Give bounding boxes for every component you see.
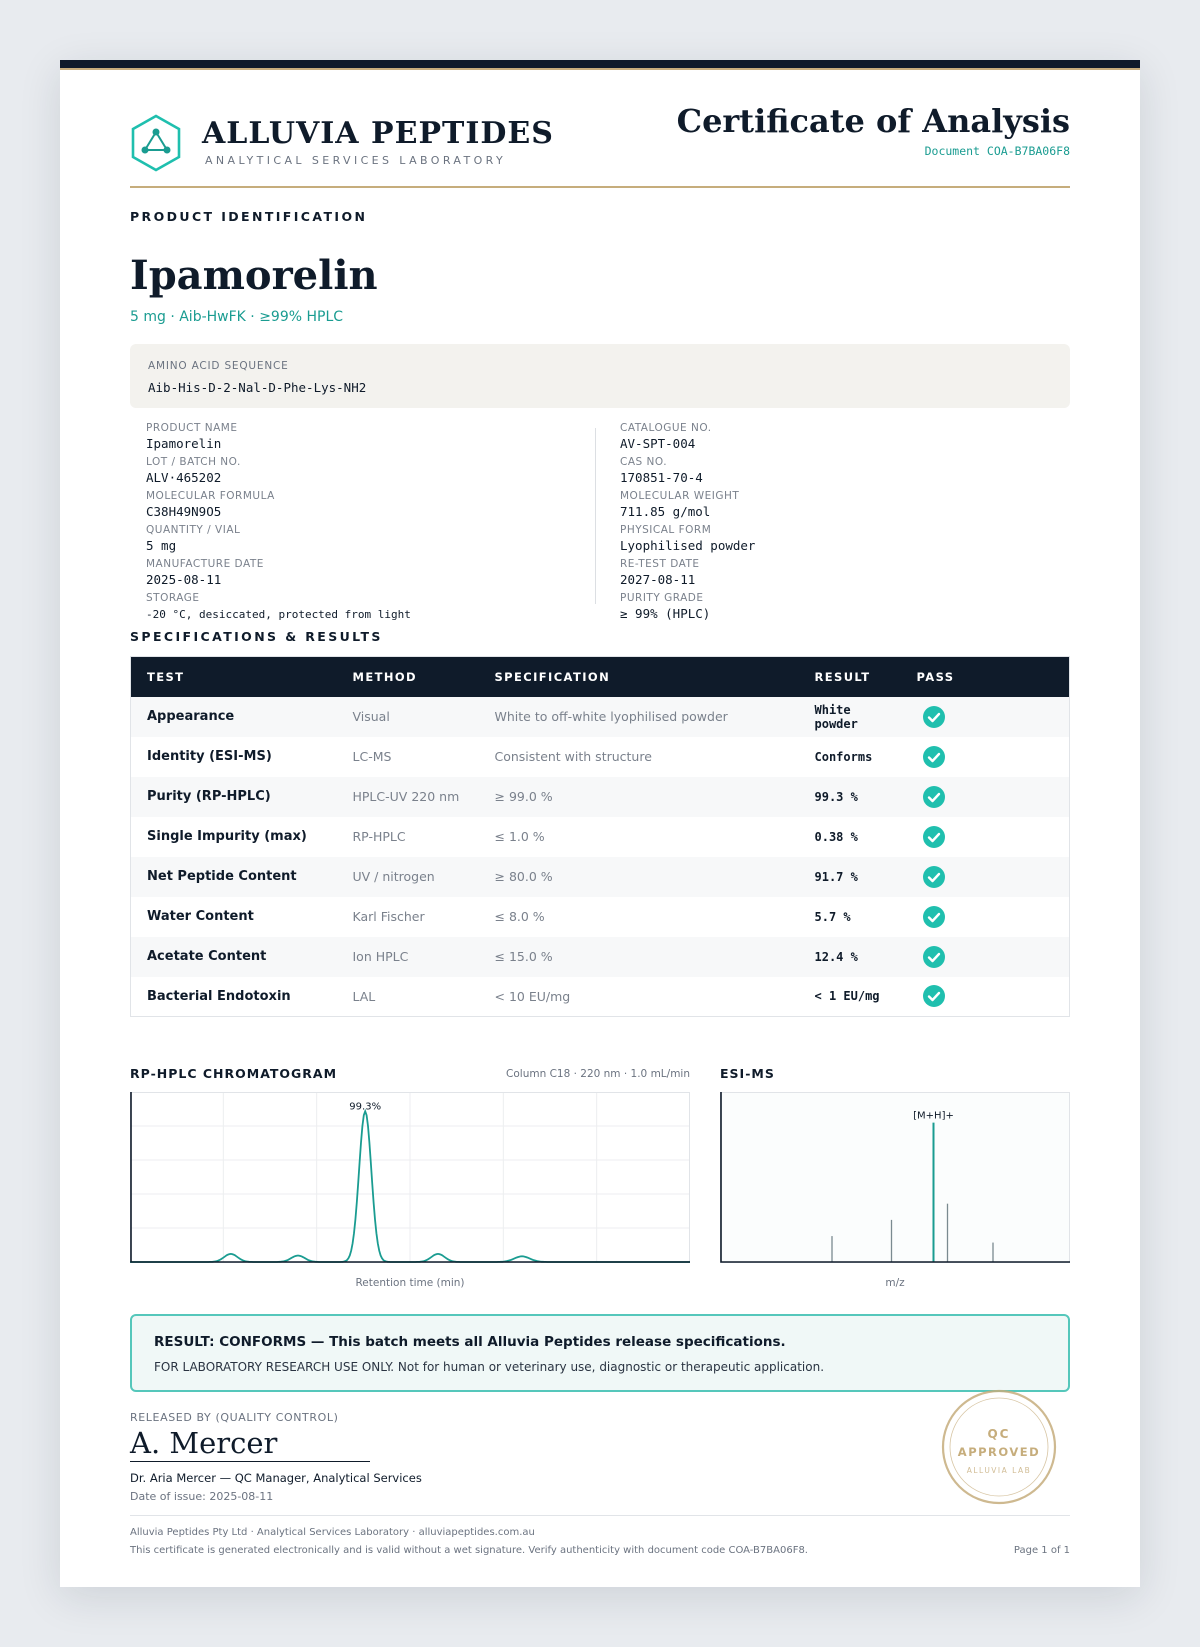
- footer-divider: [130, 1515, 1070, 1516]
- field-label: RE-TEST DATE: [620, 558, 700, 570]
- signer-name: Dr. Aria Mercer — QC Manager, Analytical Services: [130, 1471, 422, 1485]
- specification-cell: White to off-white lyophilised powder: [479, 697, 799, 737]
- check-circle-icon: [923, 866, 945, 888]
- stamp-line-3: ALLUVIA LAB: [966, 1466, 1032, 1475]
- field-label: QUANTITY / VIAL: [146, 524, 241, 536]
- test-cell: Appearance: [131, 697, 337, 737]
- stamp-line-1: QC: [987, 1427, 1011, 1441]
- field-label: PURITY GRADE: [620, 592, 704, 604]
- column-divider: [595, 428, 596, 604]
- test-cell: Single Impurity (max): [147, 829, 307, 844]
- field-value: ≥ 99% (HPLC): [620, 606, 711, 621]
- test-cell: Acetate Content: [131, 937, 337, 977]
- page-number: Page 1 of 1: [1013, 1545, 1070, 1556]
- result-cell: 5.7 %: [814, 909, 851, 924]
- hplc-chart-subtitle: Column C18 · 220 nm · 1.0 mL/min: [506, 1068, 690, 1080]
- field: [146, 590, 596, 624]
- footer-validity-note: This certificate is generated electronically and is valid without a wet signature. Verify authenticity with document code COA-B7BA06F8.: [130, 1545, 808, 1556]
- ms-x-axis-label: m/z: [885, 1277, 905, 1289]
- field-label: STORAGE: [146, 592, 200, 604]
- field-label: PHYSICAL FORM: [620, 524, 712, 536]
- field: [146, 488, 596, 522]
- field-value: 5 mg: [146, 538, 177, 553]
- product-fields: [130, 420, 1070, 621]
- table-row: [131, 817, 1070, 857]
- test-cell: Water Content: [147, 909, 254, 924]
- hplc-chart-title: RP-HPLC CHROMATOGRAM: [130, 1066, 338, 1081]
- esi-ms-spectrum: [720, 1092, 1070, 1264]
- released-by-label: RELEASED BY (QUALITY CONTROL): [130, 1411, 339, 1424]
- peak-label: [M+H]+: [913, 1110, 954, 1122]
- field-label: CAS NO.: [620, 456, 668, 468]
- field-label: CATALOGUE NO.: [620, 422, 712, 434]
- table-row: [131, 857, 1070, 897]
- field-label: MOLECULAR FORMULA: [146, 490, 275, 502]
- result-cell: 91.7 %: [799, 857, 901, 897]
- stamp-line-2: APPROVED: [957, 1445, 1041, 1459]
- specification-cell: ≤ 1.0 %: [494, 829, 545, 844]
- test-cell: Purity (RP-HPLC): [131, 777, 337, 817]
- check-circle-icon: [923, 786, 945, 808]
- signature: A. Mercer: [130, 1426, 278, 1460]
- plot-frame: [721, 1093, 1070, 1263]
- field-label: MOLECULAR WEIGHT: [620, 490, 740, 502]
- specification-cell: < 10 EU/mg: [494, 988, 571, 1004]
- hplc-x-axis-label: Retention time (min): [355, 1277, 465, 1289]
- fields-right-column: [620, 420, 1070, 624]
- field-value: C38H49N9O5: [146, 504, 222, 519]
- column-header: METHOD: [337, 657, 479, 697]
- column-header: SPECIFICATION: [479, 657, 799, 697]
- field-label: MANUFACTURE DATE: [146, 558, 264, 570]
- check-circle-icon: [923, 946, 945, 968]
- field-value: 711.85 g/mol: [620, 504, 711, 519]
- issue-date: Date of issue: 2025-08-11: [130, 1490, 274, 1503]
- research-use-note: FOR LABORATORY RESEARCH USE ONLY. Not for human or veterinary use, diagnostic or therapeutic application.: [154, 1360, 825, 1374]
- pass-cell: [901, 897, 1070, 937]
- method-cell: Ion HPLC: [337, 937, 479, 977]
- field: [146, 522, 596, 556]
- field: [146, 420, 596, 454]
- pass-cell: [901, 737, 1070, 777]
- top-gold-line: [60, 68, 1140, 70]
- test-cell: Identity (ESI-MS): [147, 749, 272, 764]
- field: [146, 556, 596, 590]
- specification-cell: Consistent with structure: [494, 749, 652, 764]
- specification-cell: ≥ 99.0 %: [479, 777, 799, 817]
- test-cell: Bacterial Endotoxin: [147, 988, 291, 1004]
- method-cell: HPLC-UV 220 nm: [337, 777, 479, 817]
- product-name: Ipamorelin: [130, 252, 378, 299]
- field-label: LOT / BATCH NO.: [146, 456, 241, 468]
- header: [130, 102, 1070, 182]
- table-row: [131, 777, 1070, 817]
- method-cell: Visual: [337, 697, 479, 737]
- test-cell: Net Peptide Content: [131, 857, 337, 897]
- specifications-table: [130, 656, 1070, 1017]
- pass-cell: [901, 817, 1070, 857]
- ms-chart-title: ESI-MS: [720, 1066, 775, 1081]
- qc-approved-stamp: [940, 1388, 1058, 1506]
- result-cell: < 1 EU/mg: [814, 989, 880, 1004]
- table-row: [131, 977, 1070, 1017]
- field-value: Lyophilised powder: [620, 538, 756, 553]
- field: [620, 420, 1070, 454]
- check-circle-icon: [923, 746, 945, 768]
- check-circle-icon: [923, 706, 945, 728]
- field-value: ALV·465202: [146, 470, 222, 485]
- brand-subtitle: ANALYTICAL SERVICES LABORATORY: [205, 154, 507, 167]
- peak-label: 99.3%: [349, 1101, 382, 1113]
- product-section-label: PRODUCT IDENTIFICATION: [130, 209, 368, 224]
- field-label: PRODUCT NAME: [146, 422, 238, 434]
- field: [146, 454, 596, 488]
- table-row: [131, 737, 1070, 777]
- method-cell: Karl Fischer: [352, 909, 425, 924]
- brand-name: ALLUVIA PEPTIDES: [202, 116, 554, 151]
- specs-section-label: SPECIFICATIONS & RESULTS: [130, 629, 383, 644]
- result-cell: Conforms: [814, 749, 873, 764]
- molecule-hexagon-icon: [130, 114, 182, 172]
- sequence-label: AMINO ACID SEQUENCE: [148, 360, 289, 372]
- sequence-box: [130, 344, 1070, 408]
- result-cell: White powder: [799, 697, 901, 737]
- field: [620, 556, 1070, 590]
- check-circle-icon: [923, 826, 945, 848]
- result-headline: RESULT: CONFORMS — This batch meets all Alluvia Peptides release specifications.: [154, 1334, 786, 1350]
- field-value: -20 °C, desiccated, protected from light: [146, 608, 411, 621]
- document-code: Document COA-B7BA06F8: [924, 144, 1070, 158]
- result-cell: 99.3 %: [799, 777, 901, 817]
- method-cell: UV / nitrogen: [337, 857, 479, 897]
- signature-line: [130, 1461, 370, 1462]
- result-banner: [130, 1314, 1070, 1392]
- pass-cell: [901, 697, 1070, 737]
- table-row: [131, 697, 1070, 737]
- field-value: 170851-70-4: [620, 470, 703, 485]
- result-cell: 12.4 %: [799, 937, 901, 977]
- table-header-row: [131, 657, 1070, 697]
- pass-cell: [901, 857, 1070, 897]
- table-body: [131, 697, 1070, 1017]
- sequence-value: Aib-His-D-2-Nal-D-Phe-Lys-NH2: [148, 380, 367, 395]
- method-cell: LAL: [352, 988, 376, 1004]
- header-divider: [130, 186, 1070, 188]
- column-header: PASS: [901, 657, 1070, 697]
- pass-cell: [901, 777, 1070, 817]
- table-row: [131, 897, 1070, 937]
- field: [620, 488, 1070, 522]
- table-row: [131, 937, 1070, 977]
- hplc-chromatogram: [130, 1092, 690, 1264]
- method-cell: RP-HPLC: [352, 829, 406, 844]
- field: [620, 522, 1070, 556]
- column-header: RESULT: [799, 657, 901, 697]
- column-header: TEST: [131, 657, 337, 697]
- field-value: AV-SPT-004: [620, 436, 696, 451]
- field-value: 2027-08-11: [620, 572, 696, 587]
- product-subtitle: 5 mg · Aib-HwFK · ≥99% HPLC: [130, 309, 344, 325]
- footer-company: Alluvia Peptides Pty Ltd · Analytical Services Laboratory · alluviapeptides.com.au: [130, 1527, 535, 1538]
- field: [620, 454, 1070, 488]
- top-accent-bar: [60, 60, 1140, 68]
- document-title: Certificate of Analysis: [676, 102, 1070, 140]
- pass-cell: [901, 937, 1070, 977]
- method-cell: LC-MS: [352, 749, 392, 764]
- specification-cell: ≥ 80.0 %: [479, 857, 799, 897]
- pass-cell: [901, 977, 1070, 1017]
- field: [620, 590, 1070, 624]
- check-circle-icon: [923, 985, 945, 1007]
- field-value: Ipamorelin: [146, 436, 222, 451]
- fields-left-column: [146, 420, 596, 624]
- field-value: 2025-08-11: [146, 572, 222, 587]
- check-circle-icon: [923, 906, 945, 928]
- specification-cell: ≤ 8.0 %: [494, 909, 545, 924]
- result-cell: 0.38 %: [814, 829, 858, 844]
- specification-cell: ≤ 15.0 %: [479, 937, 799, 977]
- certificate-page: [60, 60, 1140, 1587]
